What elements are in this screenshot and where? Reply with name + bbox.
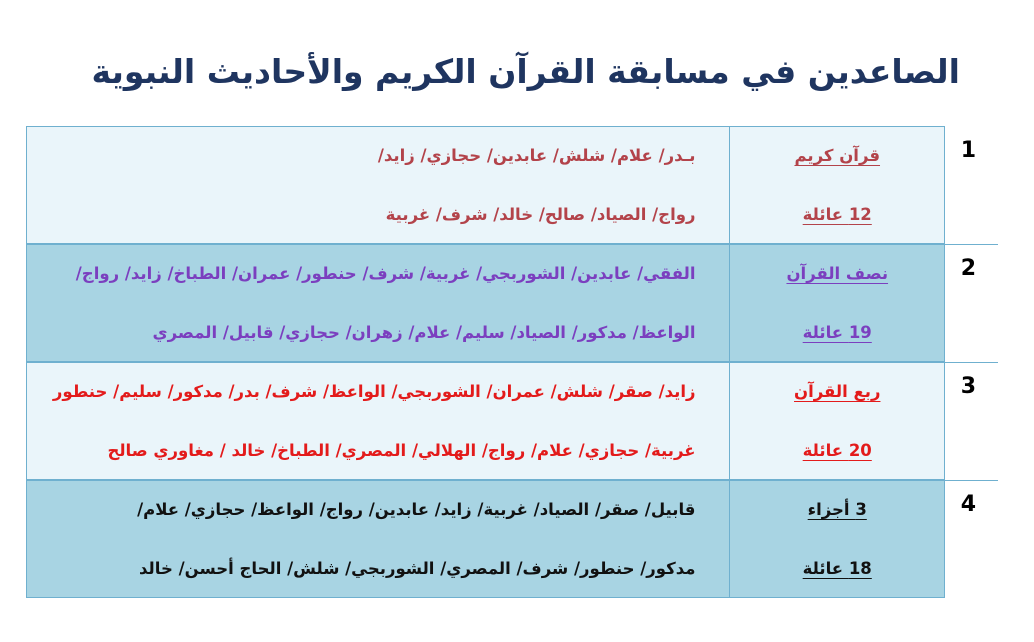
families-count: 18 عائلة: [802, 559, 872, 578]
category-cell: [730, 481, 944, 597]
table-row: [26, 480, 998, 598]
names-line: قابيل/ صقر/ الصياد/ غربية/ زايد/ عابدين/ رواج/ الواعظ/ حجازي/ علام/: [137, 500, 696, 519]
table-row: [26, 126, 998, 244]
families-count: 19 عائلة: [802, 323, 872, 342]
names-cell: [27, 245, 730, 361]
category-label: نصف القرآن: [786, 264, 889, 283]
names-cell: [27, 363, 730, 479]
row-divider: [945, 244, 998, 245]
page-title: الصاعدين في مسابقة القرآن الكريم والأحاديث النبوية: [91, 52, 960, 91]
category-cell: [730, 245, 944, 361]
row-number: 2: [960, 256, 976, 281]
names-line: مدكور/ حنطور/ شرف/ المصري/ الشوربجي/ شلش/ الحاج أحسن/ خالد: [139, 559, 696, 578]
row-divider: [945, 362, 998, 363]
row-number: 4: [960, 492, 976, 517]
table-row: [26, 244, 998, 362]
families-count: 12 عائلة: [802, 205, 872, 224]
category-cell: [730, 363, 944, 479]
names-line: زايد/ صقر/ شلش/ عمران/ الشوربجي/ الواعظ/ شرف/ بدر/ مدكور/ سليم/ حنطور: [52, 382, 696, 401]
names-line: رواج/ الصياد/ صالح/ خالد/ شرف/ غربية: [385, 205, 696, 224]
row-cells: [26, 126, 945, 244]
names-line: الفقي/ عابدين/ الشوربجي/ غربية/ شرف/ حنطور/ عمران/ الطباخ/ زايد/ رواج/: [75, 264, 696, 283]
names-line: الواعظ/ مدكور/ الصياد/ سليم/ علام/ زهران/ حجازي/ قابيل/ المصري: [152, 323, 696, 342]
row-number: 3: [960, 374, 976, 399]
category-label: قرآن كريم: [794, 146, 881, 165]
row-cells: [26, 480, 945, 598]
names-line: بـدر/ علام/ شلش/ عابدين/ حجازي/ زايد/: [377, 146, 696, 165]
names-cell: [27, 481, 730, 597]
category-label: 3 أجزاء: [807, 500, 867, 519]
category-cell: [730, 127, 944, 243]
families-count: 20 عائلة: [802, 441, 872, 460]
row-number: 1: [960, 138, 976, 163]
row-cells: [26, 244, 945, 362]
row-divider: [945, 480, 998, 481]
names-cell: [27, 127, 730, 243]
row-cells: [26, 362, 945, 480]
table-row: [26, 362, 998, 480]
names-line: غربية/ حجازي/ علام/ رواج/ الهلالي/ المصري/ الطباخ/ خالد / مغاوري صالح: [107, 441, 696, 460]
category-label: ربع القرآن: [794, 382, 881, 401]
